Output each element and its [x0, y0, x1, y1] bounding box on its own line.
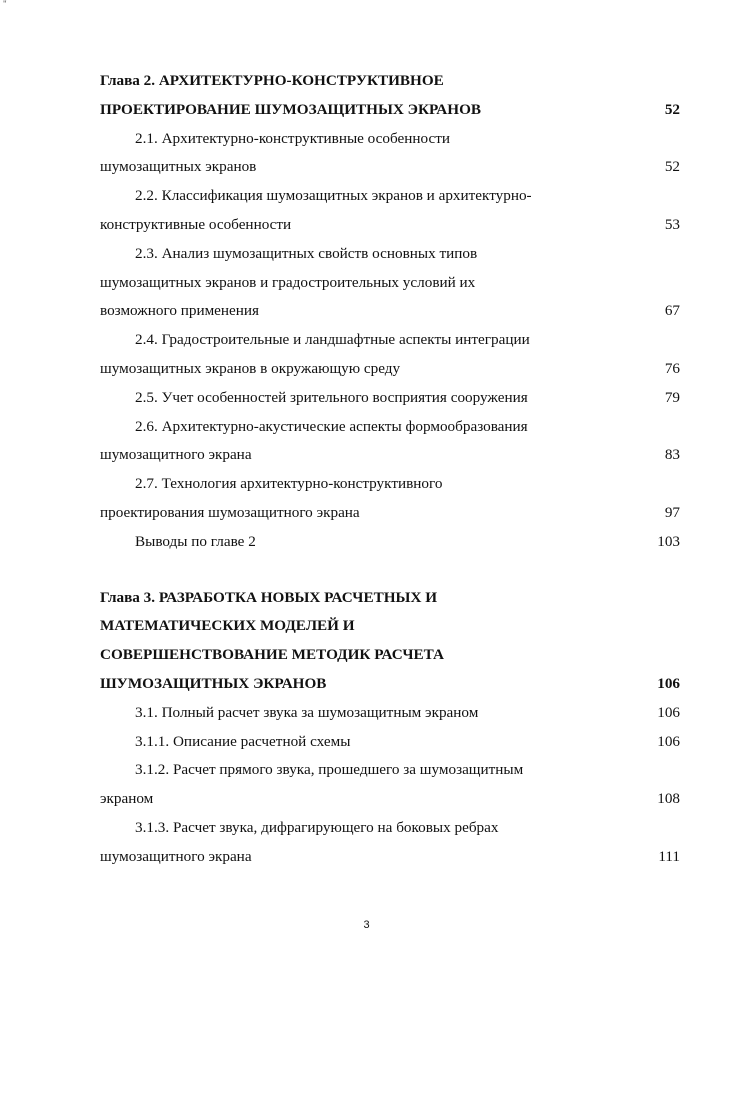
toc-entry-2-4	[100, 326, 680, 355]
toc-entry-3-1-3	[100, 814, 680, 843]
toc-entry-text: Выводы по главе 2	[135, 532, 256, 550]
toc-entry-text: шумозащитных экранов в окружающую среду	[100, 359, 401, 377]
chapter-3-heading	[100, 641, 680, 670]
toc-entry-text: шумозащитных экранов и градостроительных условий их	[100, 273, 476, 291]
chapter-3-heading	[100, 612, 680, 641]
chapter-3-title-line-2: МАТЕМАТИЧЕСКИХ МОДЕЛЕЙ И	[100, 617, 355, 635]
toc-entry-text: шумозащитных экранов	[100, 158, 257, 176]
toc-entry-2-7	[100, 499, 680, 528]
toc-entry-text: 2.7. Технология архитектурно-конструктивного	[135, 475, 443, 493]
toc-entry-page: 106	[657, 703, 680, 721]
scan-corner-mark: "	[3, 0, 7, 9]
toc-entry-text: 3.1.3. Расчет звука, дифрагирующего на боковых ребрах	[135, 818, 499, 836]
chapter-2-title-line-2: ПРОЕКТИРОВАНИЕ ШУМОЗАЩИТНЫХ ЭКРАНОВ	[100, 100, 482, 118]
toc-entry-3-1-2	[100, 785, 680, 814]
toc-entry-text: шумозащитного экрана	[100, 847, 252, 865]
toc-entry-2-5	[100, 384, 680, 413]
toc-entry-text: экраном	[100, 790, 154, 808]
chapter-3-title-line-4: ШУМОЗАЩИТНЫХ ЭКРАНОВ	[100, 674, 327, 692]
toc-entry-page: 108	[657, 790, 680, 808]
toc-entry-page: 106	[657, 732, 680, 750]
toc-entry-text: 2.5. Учет особенностей зрительного восприятия сооружения	[135, 388, 528, 406]
toc-entry-text: 2.1. Архитектурно-конструктивные особенности	[135, 129, 450, 147]
toc-entry-text: 2.3. Анализ шумозащитных свойств основных типов	[135, 244, 478, 262]
toc-entry-text: проектирования шумозащитного экрана	[100, 503, 360, 521]
chapter-2-heading	[100, 96, 680, 125]
table-of-contents	[100, 67, 680, 872]
toc-entry-2-3	[100, 297, 680, 326]
toc-entry-page: 53	[664, 215, 680, 233]
toc-entry-text: 3.1. Полный расчет звука за шумозащитным экраном	[135, 703, 479, 721]
page-number: 3	[363, 919, 370, 931]
toc-entry-text: 2.6. Архитектурно-акустические аспекты формообразования	[135, 417, 528, 435]
chapter-2-title-line-1: Глава 2. АРХИТЕКТУРНО-КОНСТРУКТИВНОЕ	[100, 72, 444, 89]
toc-entry-2-4	[100, 355, 680, 384]
chapter-3-title-line-3: СОВЕРШЕНСТВОВАНИЕ МЕТОДИК РАСЧЕТА	[100, 646, 444, 664]
toc-entry-2-2	[100, 211, 680, 240]
toc-entry-page: 76	[664, 359, 680, 377]
toc-entry-3-1	[100, 699, 680, 728]
toc-entry-text: 2.2. Классификация шумозащитных экранов и архитектурно-	[135, 187, 532, 205]
toc-entry-2-6	[100, 441, 680, 470]
chapter-3-title-line-1: Глава 3. РАЗРАБОТКА НОВЫХ РАСЧЕТНЫХ И	[100, 588, 438, 606]
toc-entry-page: 52	[664, 158, 680, 176]
toc-entry-2-1	[100, 125, 680, 154]
chapter-2-page-number: 52	[664, 100, 680, 118]
toc-entry-text: 3.1.1. Описание расчетной схемы	[135, 732, 351, 750]
toc-entry-page: 83	[664, 446, 680, 464]
toc-entry-text: 3.1.2. Расчет прямого звука, прошедшего за шумозащитным	[135, 761, 524, 779]
toc-entry-text: конструктивные особенности	[100, 215, 292, 233]
toc-entry-text: возможного применения	[100, 302, 260, 320]
chapter-2-heading	[100, 67, 680, 96]
toc-entry-page: 103	[657, 532, 680, 550]
toc-entry-page: 67	[664, 302, 680, 320]
toc-entry-page: 111	[658, 847, 680, 865]
toc-entry-2-7	[100, 470, 680, 499]
chapter-3-page-number: 106	[657, 674, 680, 692]
chapter-spacer	[100, 557, 680, 584]
toc-entry-page: 79	[664, 388, 680, 406]
chapter-3-heading	[100, 670, 680, 699]
toc-entry-2-3	[100, 269, 680, 298]
toc-entry-2-3	[100, 240, 680, 269]
toc-entry-page: 97	[664, 503, 680, 521]
chapter-3-heading	[100, 584, 680, 613]
toc-entry-2-6	[100, 413, 680, 442]
toc-entry-conclusions-2	[100, 528, 680, 557]
toc-entry-text: шумозащитного экрана	[100, 446, 252, 464]
toc-entry-3-1-1	[100, 728, 680, 757]
toc-entry-text: 2.4. Градостроительные и ландшафтные аспекты интеграции	[135, 331, 530, 349]
toc-entry-2-2	[100, 182, 680, 211]
toc-entry-2-1	[100, 153, 680, 182]
toc-entry-3-1-3	[100, 843, 680, 872]
toc-entry-3-1-2	[100, 756, 680, 785]
